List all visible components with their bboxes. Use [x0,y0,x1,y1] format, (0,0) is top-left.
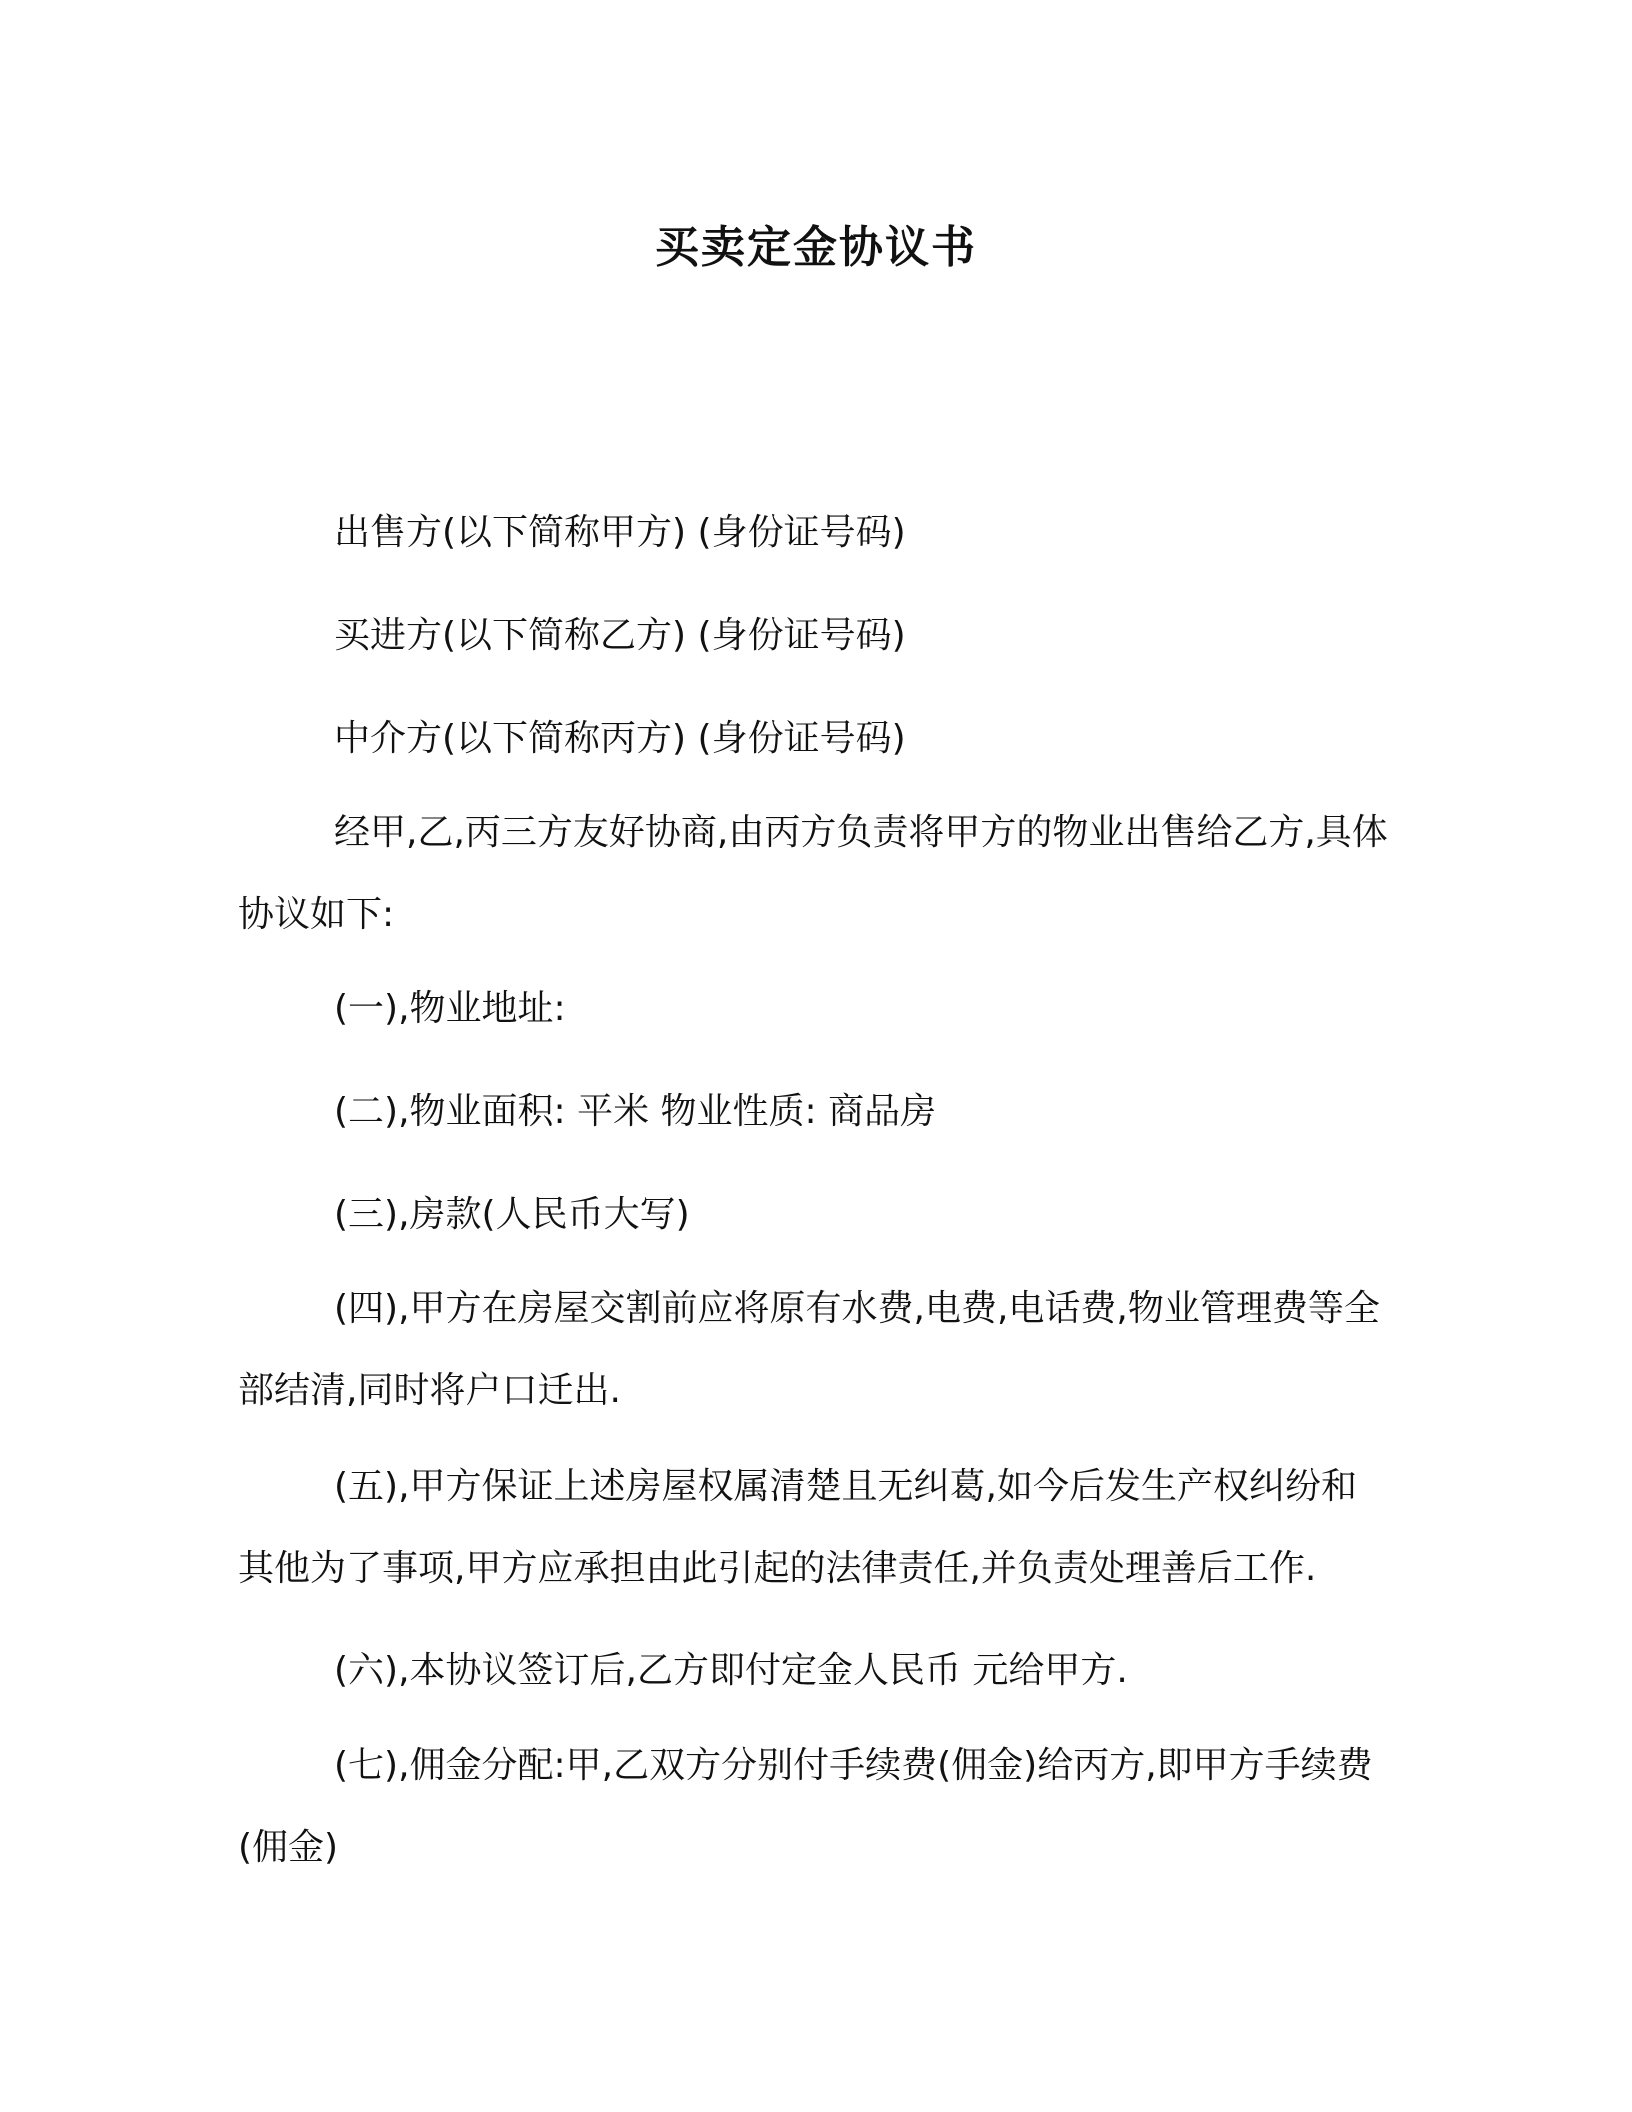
clause-5-title-guarantee: (五),甲方保证上述房屋权属清楚且无纠葛,如今后发生产权纠纷和其他为了事项,甲方应承担由此引起的法律责任,并负责处理善后工作. [238,1466,1357,1589]
clause-6-deposit: (六),本协议签订后,乙方即付定金人民币 元给甲方. [334,1650,1128,1691]
clause-3-price: (三),房款(人民币大写) [334,1194,690,1235]
clause-2-property-area: (二),物业面积: 平米 物业性质: 商品房 [334,1091,937,1132]
document-title: 买卖定金协议书 [655,222,977,273]
clause-seller: 出售方(以下简称甲方) (身份证号码) [334,512,906,553]
clause-7-commission: (七),佣金分配:甲,乙双方分别付手续费(佣金)给丙方,即甲方手续费(佣金) [238,1745,1373,1868]
clause-agent: 中介方(以下简称丙方) (身份证号码) [334,718,906,759]
clause-1-property-address: (一),物业地址: [334,988,566,1029]
clause-buyer: 买进方(以下简称乙方) (身份证号码) [334,615,906,656]
clause-4-utilities: (四),甲方在房屋交割前应将原有水费,电费,电话费,物业管理费等全部结清,同时将户口迁出. [238,1288,1380,1411]
clause-preamble: 经甲,乙,丙三方友好协商,由丙方负责将甲方的物业出售给乙方,具体协议如下: [238,812,1388,935]
